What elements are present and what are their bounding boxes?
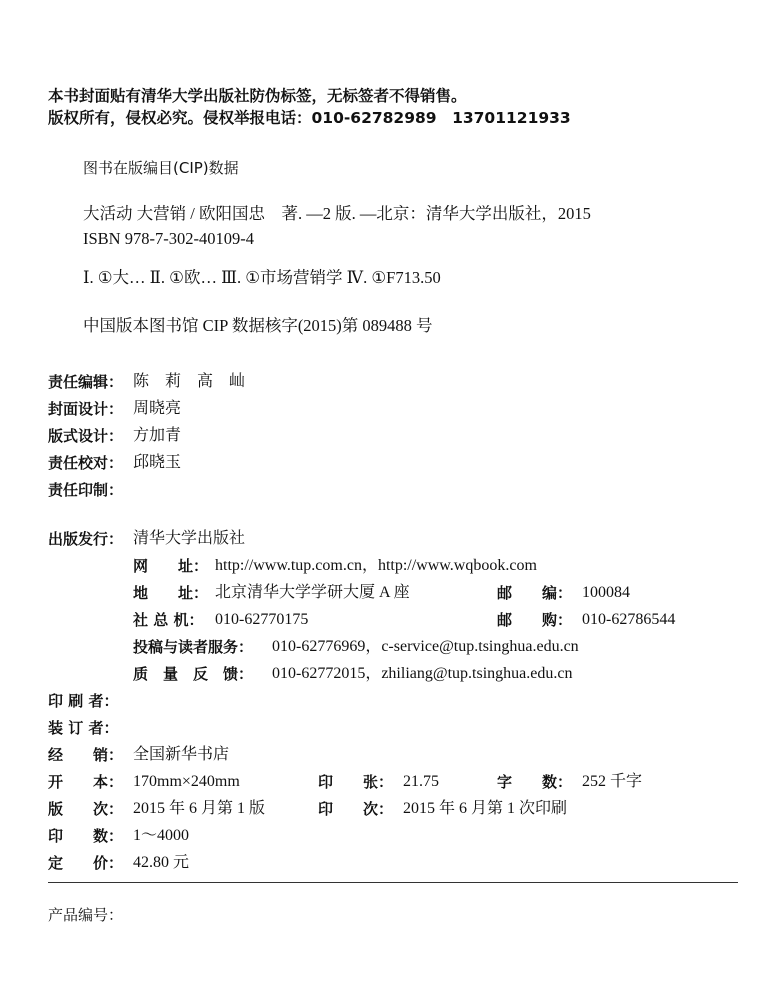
editor-label: 责任编辑： — [48, 373, 124, 391]
price-label: 定 价： — [48, 854, 124, 872]
zipcode-label: 邮 编： — [497, 584, 573, 602]
impression-value: 2015 年 6 月第 1 次印刷 — [403, 800, 568, 817]
anti-counterfeit-notice: 本书封面贴有清华大学出版社防伪标签，无标签者不得销售。 — [48, 87, 467, 105]
cip-subjects: Ⅰ. ①大… Ⅱ. ①欧… Ⅲ. ①市场营销学 Ⅳ. ①F713.50 — [83, 268, 441, 287]
print-run-value: 1～4000 — [133, 827, 190, 844]
mail-order-value: 010-62786544 — [582, 611, 676, 628]
address-label: 地 址： — [133, 584, 209, 602]
print-supervisor-label: 责任印制： — [48, 481, 124, 499]
cover-design-value: 周晓亮 — [133, 400, 182, 417]
divider-rule — [48, 882, 738, 883]
cip-title: 图书在版编目(CIP)数据 — [83, 159, 239, 177]
word-count-value: 252 千字 — [582, 773, 643, 790]
switchboard-label: 社 总 机： — [133, 611, 204, 629]
price-value: 42.80 元 — [133, 854, 190, 871]
address-value: 北京清华大学学研大厦 A 座 — [215, 584, 410, 601]
format-design-label: 版式设计： — [48, 427, 124, 445]
cip-isbn: ISBN 978-7-302-40109-4 — [83, 229, 254, 248]
binder-label: 装 订 者： — [48, 719, 119, 737]
zipcode-value: 100084 — [582, 584, 630, 601]
edition-label: 版 次： — [48, 800, 124, 818]
format-size-value: 170mm×240mm — [133, 773, 240, 790]
cover-design-label: 封面设计： — [48, 400, 124, 418]
switchboard-value: 010-62770175 — [215, 611, 309, 628]
reader-service-label: 投稿与读者服务： — [133, 638, 254, 656]
impression-label: 印 次： — [318, 800, 394, 818]
word-count-label: 字 数： — [497, 773, 573, 791]
website-label: 网 址： — [133, 557, 209, 575]
quality-feedback-value: 010-62772015，zhiliang@tup.tsinghua.edu.cn — [272, 665, 573, 682]
distributor-label: 经 销： — [48, 746, 124, 764]
editor-value: 陈 莉 高 屾 — [133, 373, 246, 390]
format-size-label: 开 本： — [48, 773, 124, 791]
quality-feedback-label: 质 量 反 馈： — [133, 665, 254, 683]
website-value: http://www.tup.com.cn，http://www.wqbook.com — [215, 557, 537, 574]
mail-order-label: 邮 购： — [497, 611, 573, 629]
sheets-value: 21.75 — [403, 773, 439, 790]
cip-main-entry: 大活动 大营销 / 欧阳国忠 著. —2 版. —北京：清华大学出版社，2015 — [83, 204, 591, 223]
publisher-name: 清华大学出版社 — [133, 530, 246, 547]
product-code-label: 产品编号： — [48, 906, 124, 924]
copyright-notice: 版权所有，侵权必究。侵权举报电话：010-62782989 13701121933 — [48, 109, 571, 127]
format-design-value: 方加青 — [133, 427, 182, 444]
sheets-label: 印 张： — [318, 773, 394, 791]
reader-service-value: 010-62776969，c-service@tup.tsinghua.edu.cn — [272, 638, 579, 655]
proofreader-label: 责任校对： — [48, 454, 124, 472]
printer-label: 印 刷 者： — [48, 692, 119, 710]
print-run-label: 印 数： — [48, 827, 124, 845]
publisher-label: 出版发行： — [48, 530, 124, 548]
cip-library-number: 中国版本图书馆 CIP 数据核字(2015)第 089488 号 — [83, 316, 433, 335]
edition-value: 2015 年 6 月第 1 版 — [133, 800, 266, 817]
distributor-value: 全国新华书店 — [133, 746, 230, 763]
proofreader-value: 邱晓玉 — [133, 454, 182, 471]
